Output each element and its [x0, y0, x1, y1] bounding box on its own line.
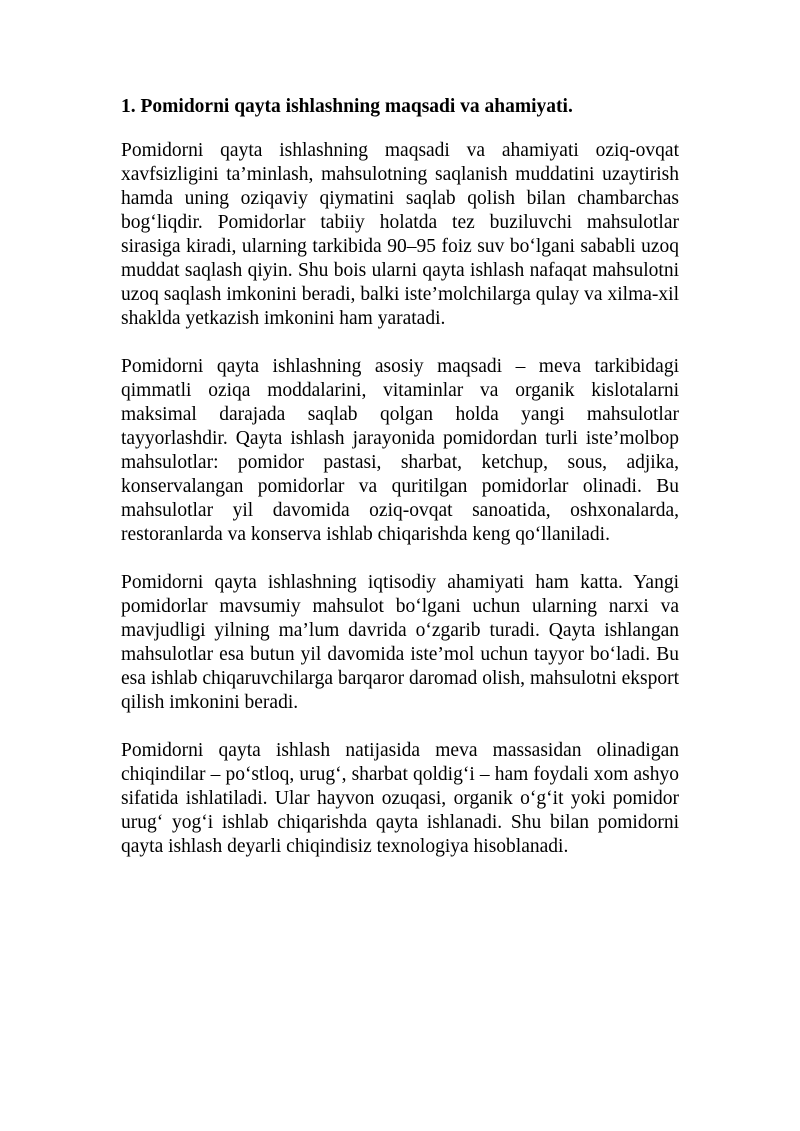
paragraph-main-goal: Pomidorni qayta ishlashning asosiy maqsadi – meva tarkibidagi qimmatli oziqa moddalarini, vitaminlar va organik kislotalarni maksimal darajada saqlab qolgan holda yangi mahsulotlar tayyorlashdir. Qayta ishlash jarayonida pomidordan turli iste’molbop mahsulotlar: pomidor pastasi, sharbat, ketchup, sous, adjika, konservalangan pomidorlar va quritilgan pomidorlar olinadi. Bu mahsulotlar yil davomida oziq-ovqat sanoatida, oshxonalarda, restoranlarda va konserva ishlab chiqarishda keng qo‘llaniladi. — [121, 356, 679, 545]
section-heading: 1. Pomidorni qayta ishlashning maqsadi va ahamiyati. — [121, 96, 573, 117]
paragraph-economic-importance: Pomidorni qayta ishlashning iqtisodiy ahamiyati ham katta. Yangi pomidorlar mavsumiy mahsulot bo‘lgani uchun ularning narxi va mavjudligi yilning ma’lum davrida o‘zgarib turadi. Qayta ishlangan mahsulotlar esa butun yil davomida iste’mol uchun tayyor bo‘ladi. Bu esa ishlab chiqaruvchilarga barqaror daromad olish, mahsulotni eksport qilish imkonini beradi. — [121, 572, 679, 713]
paragraph-waste-usage: Pomidorni qayta ishlash natijasida meva massasidan olinadigan chiqindilar – po‘stloq, urug‘, sharbat qoldig‘i – ham foydali xom ashyo sifatida ishlatiladi. Ular hayvon ozuqasi, organik o‘g‘it yoki pomidor urug‘ yog‘i ishlab chiqarishda qayta ishlanadi. Shu bilan pomidorni qayta ishlash deyarli chiqindisiz texnologiya hisoblanadi. — [121, 740, 679, 857]
paragraph-purpose: Pomidorni qayta ishlashning maqsadi va ahamiyati oziq-ovqat xavfsizligini ta’minlash, mahsulotning saqlanish muddatini uzaytirish hamda uning oziqaviy qiymatini saqlab qolish bilan chambarchas bog‘liqdir. Pomidorlar tabiiy holatda tez buziluvchi mahsulotlar sirasiga kiradi, ularning tarkibida 90–95 foiz suv bo‘lgani sababli uzoq muddat saqlash qiyin. Shu bois ularni qayta ishlash nafaqat mahsulotni uzoq saqlash imkonini beradi, balki iste’molchilarga qulay va xilma-xil shaklda yetkazish imkonini ham yaratadi. — [121, 140, 679, 329]
